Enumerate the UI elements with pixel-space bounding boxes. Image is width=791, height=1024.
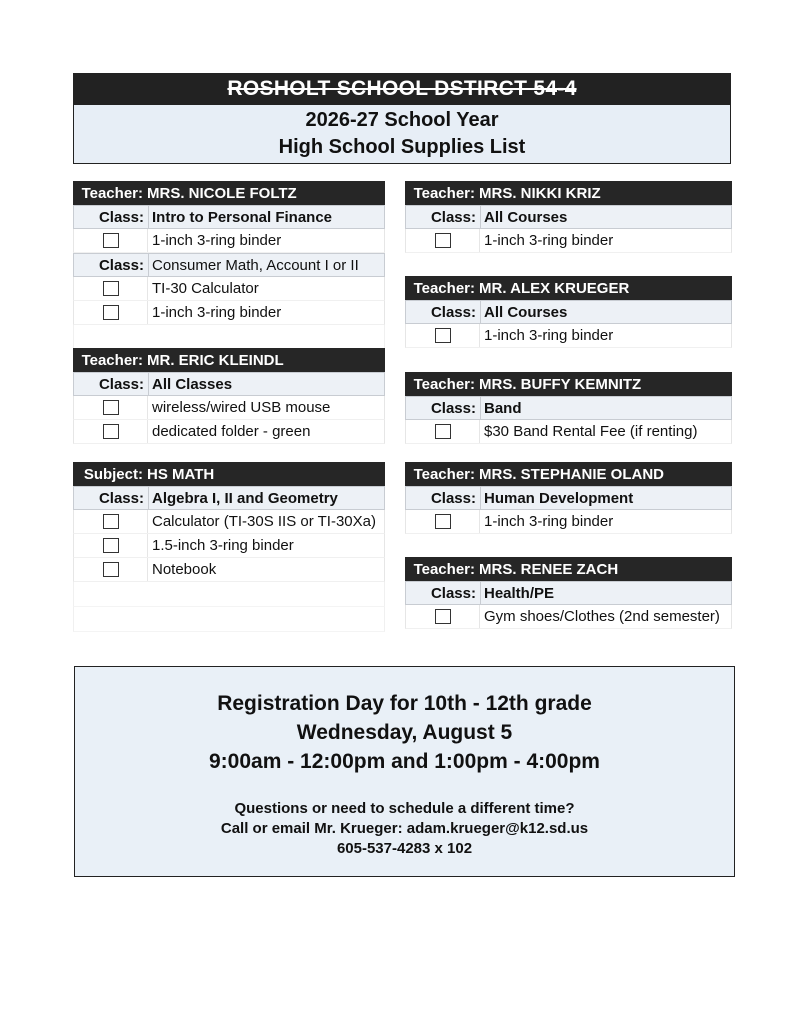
registration-hours: 9:00am - 12:00pm and 1:00pm - 4:00pm xyxy=(209,750,600,773)
checkbox[interactable] xyxy=(103,562,119,577)
district-title: ROSHOLT SCHOOL DSTIRCT 54-4 xyxy=(73,73,731,105)
supply-item-label: 1-inch 3-ring binder xyxy=(152,232,282,249)
teacher-label: Teacher: xyxy=(413,279,475,297)
teacher-name: MRS. RENEE ZACH xyxy=(479,560,619,578)
class-label: Class: xyxy=(430,303,476,321)
supply-item xyxy=(73,229,385,253)
subject-header xyxy=(73,462,385,486)
supply-item xyxy=(405,510,732,534)
class-label: Class: xyxy=(430,208,476,226)
supply-item-label: 1-inch 3-ring binder xyxy=(152,304,282,321)
supply-item-label: 1.5-inch 3-ring binder xyxy=(152,537,294,554)
supply-item xyxy=(73,420,385,444)
class-name: Human Development xyxy=(480,487,731,509)
teacher-header xyxy=(405,462,732,486)
class-name: Band xyxy=(480,397,731,419)
teacher-label: Teacher: xyxy=(413,465,475,483)
class-name: All Courses xyxy=(480,206,731,228)
class-row xyxy=(73,372,385,396)
checkbox[interactable] xyxy=(103,424,119,439)
teacher-header xyxy=(405,276,732,300)
teacher-header xyxy=(405,372,732,396)
class-row xyxy=(405,396,732,420)
teacher-label: Teacher: xyxy=(413,375,475,393)
teacher-name: MR. ERIC KLEINDL xyxy=(147,351,284,369)
class-label: Class: xyxy=(98,489,144,507)
spacer-row xyxy=(73,325,385,350)
list-header xyxy=(73,105,731,164)
teacher-header xyxy=(405,181,732,205)
supply-item xyxy=(73,396,385,420)
class-row xyxy=(405,581,732,605)
supply-item xyxy=(405,420,732,444)
class-name: Algebra I, II and Geometry xyxy=(148,487,384,509)
contact-email-line: Call or email Mr. Krueger: adam.krueger@k12.sd.us xyxy=(220,820,589,837)
teacher-block-foltz xyxy=(73,181,385,350)
subject-name: HS MATH xyxy=(147,465,215,483)
class-row xyxy=(73,253,385,277)
class-label: Class: xyxy=(98,375,144,393)
supply-item-label: $30 Band Rental Fee (if renting) xyxy=(484,423,698,440)
class-row xyxy=(73,205,385,229)
teacher-label: Teacher: xyxy=(413,184,475,202)
class-name: Consumer Math, Account I or II xyxy=(148,254,384,276)
checkbox[interactable] xyxy=(103,305,119,320)
teacher-header xyxy=(405,557,732,581)
supply-item xyxy=(73,510,385,534)
teacher-name: MRS. STEPHANIE OLAND xyxy=(479,465,665,483)
subject-label: Subject: xyxy=(83,465,143,483)
supply-item xyxy=(405,605,732,629)
class-name: Health/PE xyxy=(480,582,731,604)
supply-item xyxy=(405,324,732,348)
checkbox[interactable] xyxy=(435,609,451,624)
teacher-label: Teacher: xyxy=(81,184,143,202)
class-label: Class: xyxy=(430,584,476,602)
teacher-block-kriz xyxy=(405,181,732,253)
registration-heading: Registration Day for 10th - 12th grade xyxy=(217,692,592,715)
teacher-label: Teacher: xyxy=(413,560,475,578)
registration-date: Wednesday, August 5 xyxy=(296,721,513,744)
checkbox[interactable] xyxy=(435,514,451,529)
checkbox[interactable] xyxy=(435,328,451,343)
class-name: All Classes xyxy=(148,373,384,395)
supply-item-label: 1-inch 3-ring binder xyxy=(484,513,614,530)
list-title: High School Supplies List xyxy=(278,136,526,158)
supply-item-label: TI-30 Calculator xyxy=(152,280,259,297)
class-name: Intro to Personal Finance xyxy=(148,206,384,228)
supply-item xyxy=(405,229,732,253)
checkbox[interactable] xyxy=(435,233,451,248)
supply-item xyxy=(73,277,385,301)
class-row xyxy=(405,300,732,324)
registration-box xyxy=(74,666,735,877)
class-name: All Courses xyxy=(480,301,731,323)
teacher-block-kemnitz xyxy=(405,372,732,444)
teacher-name: MRS. BUFFY KEMNITZ xyxy=(479,375,642,393)
class-row xyxy=(405,486,732,510)
spacer-row xyxy=(73,607,385,632)
teacher-block-oland xyxy=(405,462,732,534)
class-label: Class: xyxy=(430,399,476,417)
contact-phone: 605-537-4283 x 102 xyxy=(336,840,473,857)
class-label: Class: xyxy=(430,489,476,507)
checkbox[interactable] xyxy=(103,233,119,248)
supply-item-label: wireless/wired USB mouse xyxy=(152,399,331,416)
supply-item xyxy=(73,558,385,582)
subject-block-hs-math xyxy=(73,462,385,632)
teacher-name: MRS. NICOLE FOLTZ xyxy=(147,184,297,202)
supply-item xyxy=(73,301,385,325)
checkbox[interactable] xyxy=(103,400,119,415)
class-label: Class: xyxy=(98,256,144,274)
teacher-name: MRS. NIKKI KRIZ xyxy=(479,184,601,202)
checkbox[interactable] xyxy=(435,424,451,439)
supply-item-label: 1-inch 3-ring binder xyxy=(484,232,614,249)
checkbox[interactable] xyxy=(103,538,119,553)
teacher-name: MR. ALEX KRUEGER xyxy=(479,279,630,297)
school-year: 2026-27 School Year xyxy=(305,109,499,131)
supply-item-label: 1-inch 3-ring binder xyxy=(484,327,614,344)
teacher-header xyxy=(73,348,385,372)
spacer-row xyxy=(73,582,385,607)
teacher-block-zach xyxy=(405,557,732,629)
supply-item-label: Gym shoes/Clothes (2nd semester) xyxy=(484,608,720,625)
supply-item-label: Notebook xyxy=(152,561,217,578)
class-row xyxy=(405,205,732,229)
contact-question: Questions or need to schedule a different time? xyxy=(234,800,575,817)
checkbox[interactable] xyxy=(103,281,119,296)
teacher-label: Teacher: xyxy=(81,351,143,369)
checkbox[interactable] xyxy=(103,514,119,529)
teacher-header xyxy=(73,181,385,205)
supply-item-label: dedicated folder - green xyxy=(152,423,311,440)
teacher-block-krueger xyxy=(405,276,732,348)
class-row xyxy=(73,486,385,510)
class-label: Class: xyxy=(98,208,144,226)
teacher-block-kleindl xyxy=(73,348,385,444)
supply-item xyxy=(73,534,385,558)
supply-item-label: Calculator (TI-30S IIS or TI-30Xa) xyxy=(152,513,376,530)
